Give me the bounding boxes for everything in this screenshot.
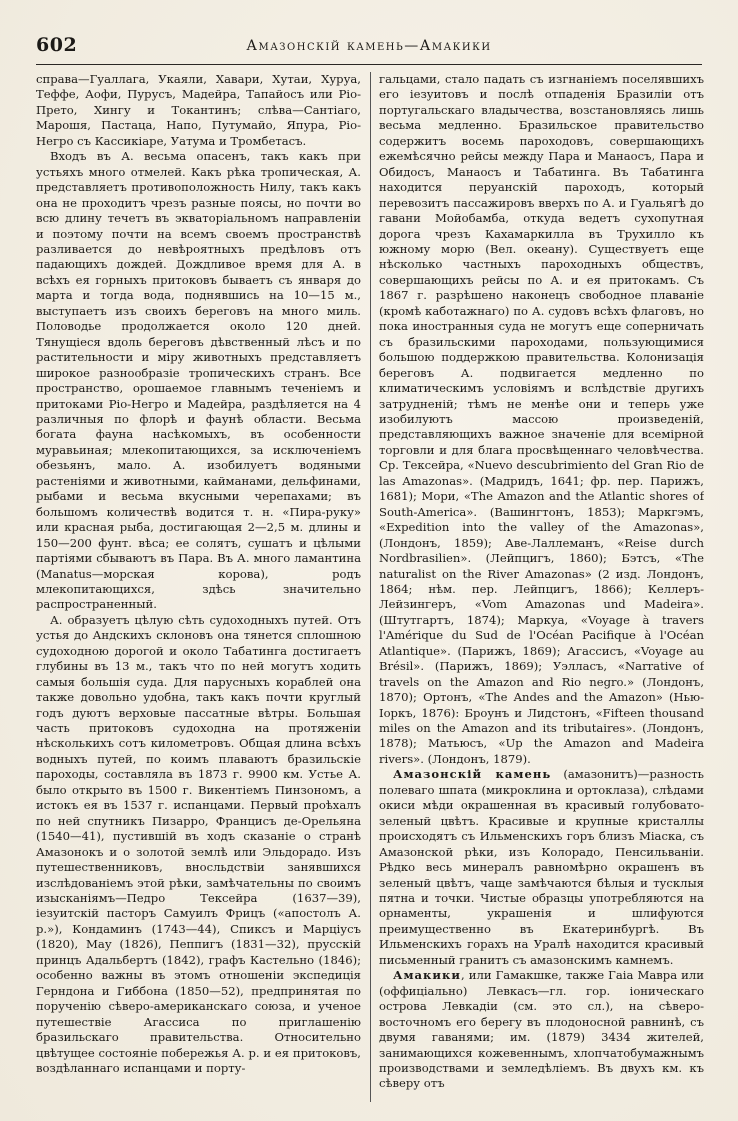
entry-amazonite: [379, 767, 704, 968]
page-number: 602: [36, 34, 78, 56]
entry-term: Амакики: [393, 968, 461, 983]
left-column: [36, 72, 361, 1102]
running-head: Амазонскій камень—Амакики: [246, 38, 492, 54]
paragraph: Входъ въ А. весьма опасенъ, такъ какъ при устьяхъ много отмелей. Какъ рѣка тропическая, А. представляетъ противоположность Нилу, такъ какъ она не проходитъ чрезъ разные поясы, но почти во всю длину течетъ въ экваторіальномъ направленіи и поэтому почти на всемъ своемъ пространствѣ разливается до невѣроятныхъ предѣловъ отъ падающихъ дождей. Дождливое время для А. в всѣхъ ея горныхъ притоковъ бываетъ съ января до марта и тогда вода, поднявшись на 10—15 м., выступаетъ изъ своихъ береговъ на много миль. Половодье продолжается около 120 дней. Тянущіеся вдоль береговъ дѣвственный лѣсъ и по растительности и міру животныхъ представляетъ широкое разнообразіе тропическихъ странъ. Все пространство, орошаемое главнымъ теченіемъ и притоками Ріо-Негро и Мадейра, раздѣляется на 4 различныя по флорѣ и фаунѣ области. Весьма богата фауна насѣкомыхъ, въ особенности муравьиная; млекопитающихся, за исключеніемъ обезьянъ, мало. А. изобилуетъ водяными растеніями и животными, кайманами, дельфинами, рыбами и весьма вкусными черепахами; въ большомъ количествѣ водится т. н. «Пира-руку» или красная рыба, достигающая 2—2,5 м. длины и 150—200 фунт. вѣса; ее солятъ, сушатъ и цѣлыми партіями сбываютъ въ Пара. Въ А. много ламантина (Manatus—морская корова), родъ млекопитающихся, здѣсь значительно распространенный.: [36, 149, 361, 612]
column-divider: [370, 72, 371, 1102]
paragraph: справа—Гуаллага, Укаяли, Хавари, Хутаи, Хуруа, Теффе, Аофи, Пурусъ, Мадейра, Тапайосъ или Ріо-Прето, Хингу и Токантинъ; слѣва—Сантіаго, Марошя, Пастаца, Напо, Путумайо, Япура, Ріо-Негро съ Кассикіаре, Уатума и Тромбетасъ.: [36, 72, 361, 148]
right-column: [379, 72, 704, 1102]
entry-term: Амазонскій камень: [393, 767, 552, 782]
entry-text: (амазонитъ)—разность полеваго шпата (микроклина и ортоклаза), слѣдами окиси мѣди окрашенная въ красивый голубовато-зеленый цвѣтъ. Красивые и крупные кристаллы происходятъ съ Ильменскихъ горъ близъ Міаска, съ Амазонской рѣки, изъ Колорадо, Пенсильваніи. Рѣдко весь минералъ равномѣрно окрашенъ въ зеленый цвѣтъ, чаще замѣчаются бѣлыя и тусклыя пятна и точки. Чистые образцы употребляются на орнаменты, украшенія и шлифуются преимущественно въ Екатеринбургѣ. Въ Ильменскихъ горахъ на Уралѣ находится красивый письменный гранитъ съ амазонскимъ камнемъ.: [379, 767, 704, 967]
entry-amakiki: [379, 968, 704, 1092]
paragraph: А. образуетъ цѣлую сѣть судоходныхъ путей. Отъ устья до Андскихъ склоновъ она тянется сплошною судоходною дорогой и около Табатинга достигаетъ глубины въ 13 м., такъ что по ней могутъ ходить самыя большія суда. Для парусныхъ кораблей она также довольно удобна, такъ какъ почти круглый годъ дуютъ верховые пассатные вѣтры. Большая часть притоковъ судоходна на протяженіи нѣсколькихъ сотъ километровъ. Общая длина всѣхъ водныхъ путей, по коимъ плаваютъ бразильскіе пароходы, составляла въ 1873 г. 9900 км. Устье А. было открыто въ 1500 г. Викентіемъ Пинзономъ, а истокъ ея въ 1537 г. испанцами. Первый проѣхалъ по ней спутникъ Пизарро, Францисъ де-Орельяна (1540—41), пустившій въ ходъ сказаніе о странѣ Амазонокъ и о золотой землѣ или Эльдорадо. Изъ путешественниковъ, вносльдствіи занявшихся изслѣдованіемъ этой рѣки, замѣчательны по своимъ изысканіямъ—Педро Тексейра (1637—39), іезуитскій пасторъ Самуилъ Фрицъ («апостолъ А. р.»), Кондаминъ (1743—44), Спиксъ и Марціусъ (1820), Мау (1826), Пеппигъ (1831—32), прусскій принцъ Адальбертъ (1842), графъ Кастельно (1846); особенно важны въ этомъ отношеніи экспедиція Герндона и Гиббона (1850—52), предпринятая по порученію сѣверо-американскаго союза, и ученое путешествіе Агассиса по приглашенію бразильскаго правительства. Относительно цвѣтущее состояніе побережья А. р. и ея притоковъ, воздѣланнаго испанцами и порту-: [36, 612, 361, 1075]
header-rule: [36, 64, 702, 65]
paragraph: гальцами, стало падать съ изгнаніемъ поселявшихъ его іезуитовъ и послѣ отпаденія Бразиліи отъ португальскаго владычества, возстановляясь лишь весьма медленно. Бразильское правительство содержитъ восемь пароходовъ, совершающихъ ежемѣсячно рейсы между Пара и Манаосъ, Пара и Обидосъ, Манаосъ и Табатинга. Въ Табатинга находится перуанскій пароходъ, который перевозитъ пассажировъ вверхъ по А. и Гуальягѣ до гавани Мойобамба, откуда ведетъ сухопутная дорога чрезъ Кахамаркилла въ Трухилло къ южному морю (Вел. океану). Существуетъ еще нѣсколько частныхъ пароходныхъ обществъ, совершающихъ рейсы по А. и ея притокамъ. Съ 1867 г. разрѣшено наконецъ свободное плаваніе (кромѣ каботажнаго) по А. судовъ всѣхъ флаговъ, но пока иностранныя суда не могутъ еще соперничать съ бразильскими пароходами, пользующимися большою поддержкою правительства. Колонизація береговъ А. подвигается медленно по климатическимъ условіямъ и вслѣдствіе другихъ затрудненій; тѣмъ не менѣе они и теперь уже изобилуютъ массою произведеній, представляющихъ важное значеніе для всемірной торговли и для блага просвѣщеннаго человѣчества. Ср. Тексейра, «Nuevo descubrimiento del Gran Rio de las Amazonas». (Мадридъ, 1641; фр. пер. Парижъ, 1681); Мори, «The Amazon and the Atlantic shores of South-America». (Вашингтонъ, 1853); Маркгэмъ, «Expedition into the valley of the Amazonas», (Лондонъ, 1859); Аве-Лаллеманъ, «Reise durch Nordbrasilien». (Лейпцигъ, 1860); Бэтсъ, «The naturalist on the River Amazonas» (2 изд. Лондонъ, 1864; нѣм. пер. Лейпцигъ, 1866); Келлеръ-Лейзингеръ, «Vom Amazonas und Madeira». (Штутгартъ, 1874); Маркуа, «Voyage à travers l'Amérique du Sud de l'Océan Pacifique à l'Océan Atlantique». (Парижъ, 1869); Агассисъ, «Voyage au Brésil». (Парижъ, 1869); Уэлласъ, «Narrative of travels on the Amazon and Rio negro.» (Лондонъ, 1870); Ортонъ, «The Andes and the Amazon» (Нью-Іоркъ, 1876): Броунъ и Лидстонъ, «Fifteen thousand miles on the Amazon and its tributaires». (Лондонъ, 1878); Матьюсъ, «Up the Amazon and Madeira rivers». (Лондонъ, 1879).: [379, 72, 704, 766]
entry-text: , или Гамакшке, также Гаіа Мавра или (оффиціально) Левкасъ—гл. гор. іоническаго острова Левкадіи (см. это сл.), на сѣверо-восточномъ его берегу въ плодоносной равнинѣ, съ двумя гаванями; им. (1879) 3434 жителей, занимающихся кожевеннымъ, хлопчатобумажнымъ производствами и земледѣліемъ. Въ двухъ км. къ сѣверу отъ: [379, 968, 704, 1091]
text-columns: [36, 72, 704, 1102]
page-header: [36, 34, 702, 60]
